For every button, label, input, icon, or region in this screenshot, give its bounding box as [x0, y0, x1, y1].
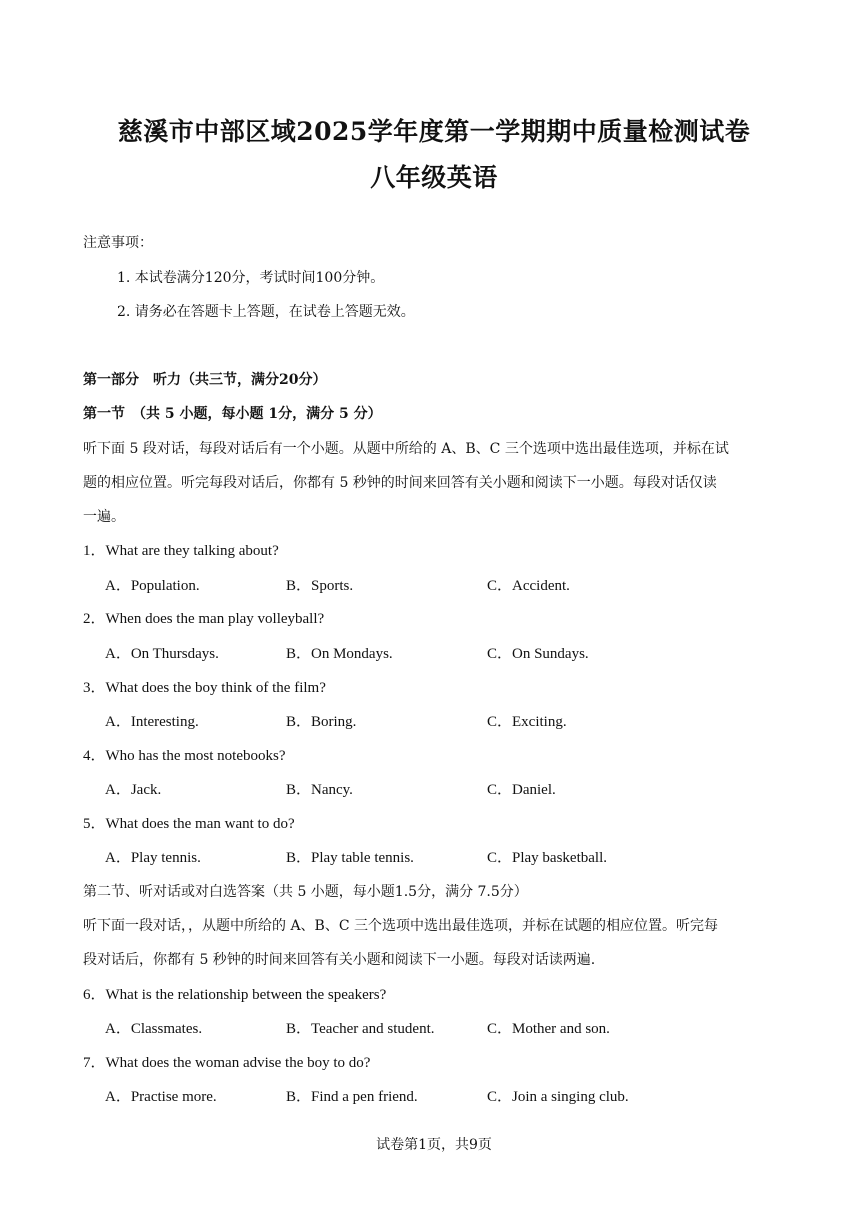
option-b: B．Teacher and student.	[286, 1021, 435, 1037]
option-c: C．Play basketball.	[487, 850, 607, 866]
option-c: C．On Sundays.	[487, 646, 589, 662]
option-c: C．Join a singing club.	[487, 1089, 629, 1105]
option-a: A．Classmates.	[105, 1021, 203, 1037]
option-c: C．Mother and son.	[487, 1021, 610, 1037]
section1-heading: 第一节 （共 5 小题，每小题 1分，满分 5 分）	[83, 406, 382, 422]
notes-heading: 注意事项：	[83, 235, 153, 251]
option-c: C．Accident.	[487, 578, 570, 594]
page-footer: 试卷第1页，共9页	[376, 1137, 492, 1153]
section1-instruction-line: 题的相应位置。听完每段对话后，你都有 5 秒钟的时间来回答有关小题和阅读下一小题。每段对话仅读	[83, 475, 717, 491]
option-a: A．Interesting.	[105, 714, 199, 730]
part1-heading: 第一部分 听力（共三节，满分20分）	[83, 372, 327, 388]
option-a: A．Play tennis.	[105, 850, 201, 866]
question-3: 3．What does the boy think of the film?	[83, 680, 326, 696]
option-b: B．Play table tennis.	[286, 850, 414, 866]
option-a: A．On Thursdays.	[105, 646, 219, 662]
option-c: C．Exciting.	[487, 714, 567, 730]
question-1: 1．What are they talking about?	[83, 543, 279, 559]
section2-instruction-line: 听下面一段对话，，从题中所给的 A、B、C 三个选项中选出最佳选项，并标在试题的相应位置。听完每	[83, 918, 719, 934]
option-b: B．Sports.	[286, 578, 354, 594]
option-c: C．Daniel.	[487, 782, 556, 798]
section1-instruction-line: 听下面 5 段对话，每段对话后有一个小题。从题中所给的 A、B、C 三个选项中选出最佳选项，并标在试	[83, 441, 729, 457]
option-b: B．Boring.	[286, 714, 357, 730]
notes-item-1: 1. 本试卷满分120分，考试时间100分钟。	[117, 270, 385, 286]
question-6: 6．What is the relationship between the speakers?	[83, 987, 387, 1003]
option-b: B．Find a pen friend.	[286, 1089, 418, 1105]
question-4: 4．Who has the most notebooks?	[83, 748, 286, 764]
notes-item-2: 2. 请务必在答题卡上答题，在试卷上答题无效。	[117, 304, 415, 320]
section1-instruction-line: 一遍。	[83, 509, 125, 525]
exam-subtitle: 八年级英语	[370, 163, 498, 192]
question-2: 2．When does the man play volleyball?	[83, 611, 325, 627]
option-a: A．Population.	[105, 578, 200, 594]
exam-title: 慈溪市中部区域2025学年度第一学期期中质量检测试卷	[117, 117, 751, 146]
question-7: 7．What does the woman advise the boy to do?	[83, 1055, 371, 1071]
section2-instruction-line: 段对话后，你都有 5 秒钟的时间来回答有关小题和阅读下一小题。每段对话读两遍.	[83, 952, 596, 968]
section2-heading: 第二节、听对话或对白选答案（共 5 小题，每小题1.5分，满分 7.5分）	[83, 884, 528, 900]
option-b: B．On Mondays.	[286, 646, 393, 662]
option-a: A．Jack.	[105, 782, 162, 798]
question-5: 5．What does the man want to do?	[83, 816, 295, 832]
option-a: A．Practise more.	[105, 1089, 217, 1105]
option-b: B．Nancy.	[286, 782, 353, 798]
